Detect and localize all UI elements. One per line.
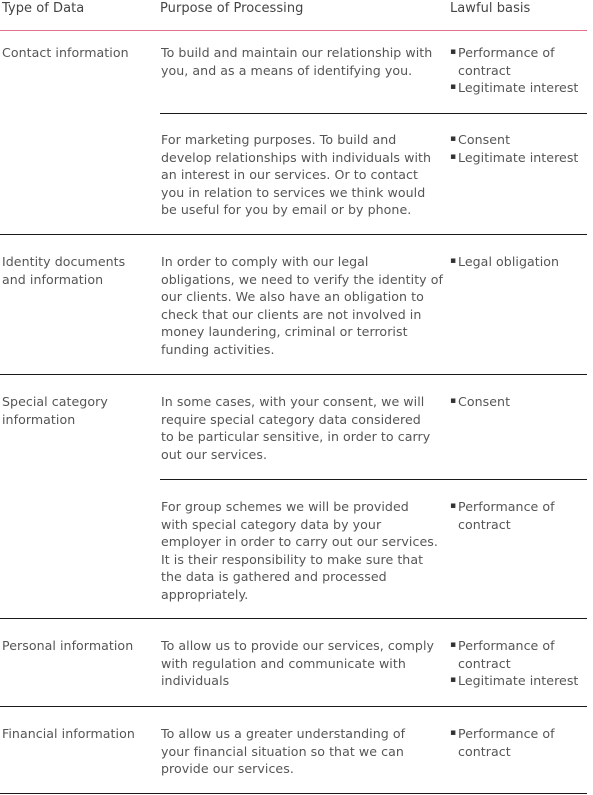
type-of-data-cell [2,393,152,428]
text-line: Contact information [2,45,129,60]
purpose-cell [161,498,443,603]
text-line: be useful for you by email or by phone. [161,202,412,217]
purpose-cell [161,725,443,778]
type-of-data-cell [2,725,152,743]
lawful-basis-list [450,498,555,533]
bullet-icon: ▪ [450,256,457,266]
lawful-basis-list [450,44,578,97]
lawful-basis-item [450,393,510,411]
lawful-basis-list [450,131,578,166]
bullet-icon: ▪ [450,728,457,738]
lawful-basis-text: Legitimate interest [458,149,579,165]
lawful-basis-item [450,79,578,97]
header-type-of-data: Type of Data [2,1,85,16]
purpose-cell [161,131,443,219]
type-of-data-cell [2,637,152,655]
text-line: To allow us a greater understanding of [161,726,406,741]
text-line: For marketing purposes. To build and [161,132,397,147]
table-header [0,0,593,32]
text-line: provide our services. [161,761,294,776]
lawful-basis-text: Performance of [458,638,555,653]
purpose-cell [161,393,443,463]
lawful-basis-text: Consent [458,394,511,409]
lawful-basis-item [450,498,555,533]
lawful-basis-item [450,725,555,760]
text-line: To allow us to provide our services, comply [161,638,435,653]
text-line: It is their responsibility to make sure that [161,551,424,567]
lawful-basis-item [450,672,578,690]
lawful-basis-list [450,637,578,690]
text-line: with regulation and communicate with [161,655,406,671]
purpose-cell [161,637,443,690]
row-divider [0,618,587,619]
lawful-basis-item [450,131,578,149]
text-line: your financial situation so that we can [161,743,404,759]
lawful-basis-text: Consent [458,132,511,147]
lawful-basis-text: contract [458,743,511,759]
text-line: an interest in our services. Or to contact [161,167,419,182]
lawful-basis-text: Legitimate interest [458,673,579,688]
text-line: develop relationships with individuals with [161,149,432,165]
type-of-data-cell [2,253,152,288]
lawful-basis-text: contract [458,655,511,671]
text-line: Special category [2,394,108,409]
header-divider [0,30,587,31]
text-line: Personal information [2,638,134,653]
bullet-icon: ▪ [450,47,457,57]
text-line: out our services. [161,446,268,462]
header-purpose: Purpose of Processing [160,1,304,16]
lawful-basis-text: Performance of [458,499,555,514]
text-line: Financial information [2,726,135,741]
text-line: the data is gathered and processed [161,569,387,584]
text-line: money laundering, criminal or terrorist [161,324,408,339]
bullet-icon: ▪ [450,675,457,685]
lawful-basis-item [450,637,578,672]
text-line: check that our clients are not involved in [161,306,422,322]
lawful-basis-item [450,149,578,167]
bullet-icon: ▪ [450,134,457,144]
bullet-icon: ▪ [450,640,457,650]
row-divider [0,234,587,235]
text-line: you, and as a means of identifying you. [161,62,413,78]
text-line: funding activities. [161,341,275,357]
lawful-basis-list [450,725,555,760]
lawful-basis-text: Performance of [458,45,555,60]
text-line: employer in order to carry out our services. [161,534,438,549]
row-divider [0,374,587,375]
text-line: and information [2,271,104,287]
purpose-cell [161,44,443,79]
text-line: individuals [161,673,230,688]
text-line: In some cases, with your consent, we will [161,394,425,409]
purpose-cell [161,253,443,358]
text-line: obligations, we need to verify the identity of [161,271,443,287]
text-line: In order to comply with our legal [161,254,369,269]
text-line: our clients. We also have an obligation to [161,289,424,304]
bullet-icon: ▪ [450,82,457,92]
lawful-basis-text: Legal obligation [458,254,560,269]
text-line: to be particular sensitive, in order to carry [161,429,431,444]
bullet-icon: ▪ [450,396,457,406]
lawful-basis-list [450,393,510,411]
lawful-basis-text: contract [458,516,511,532]
text-line: require special category data considered [161,411,421,427]
row-divider [160,479,587,480]
header-lawful-basis: Lawful basis [450,1,531,16]
lawful-basis-item [450,44,578,79]
lawful-basis-text: Performance of [458,726,555,741]
row-divider [0,793,587,794]
text-line: appropriately. [161,586,249,602]
type-of-data-cell [2,44,152,62]
row-divider [160,113,587,114]
bullet-icon: ▪ [450,501,457,511]
text-line: Identity documents [2,254,126,269]
lawful-basis-list [450,253,559,271]
bullet-icon: ▪ [450,151,457,162]
row-divider [0,706,587,707]
text-line: information [2,411,76,427]
text-line: you in relation to services we think would [161,184,426,200]
lawful-basis-item [450,253,559,271]
text-line: For group schemes we will be provided [161,499,409,514]
lawful-basis-text: Legitimate interest [458,80,579,95]
text-line: with special category data by your [161,516,382,532]
text-line: To build and maintain our relationship with [161,45,433,60]
lawful-basis-text: contract [458,62,511,78]
